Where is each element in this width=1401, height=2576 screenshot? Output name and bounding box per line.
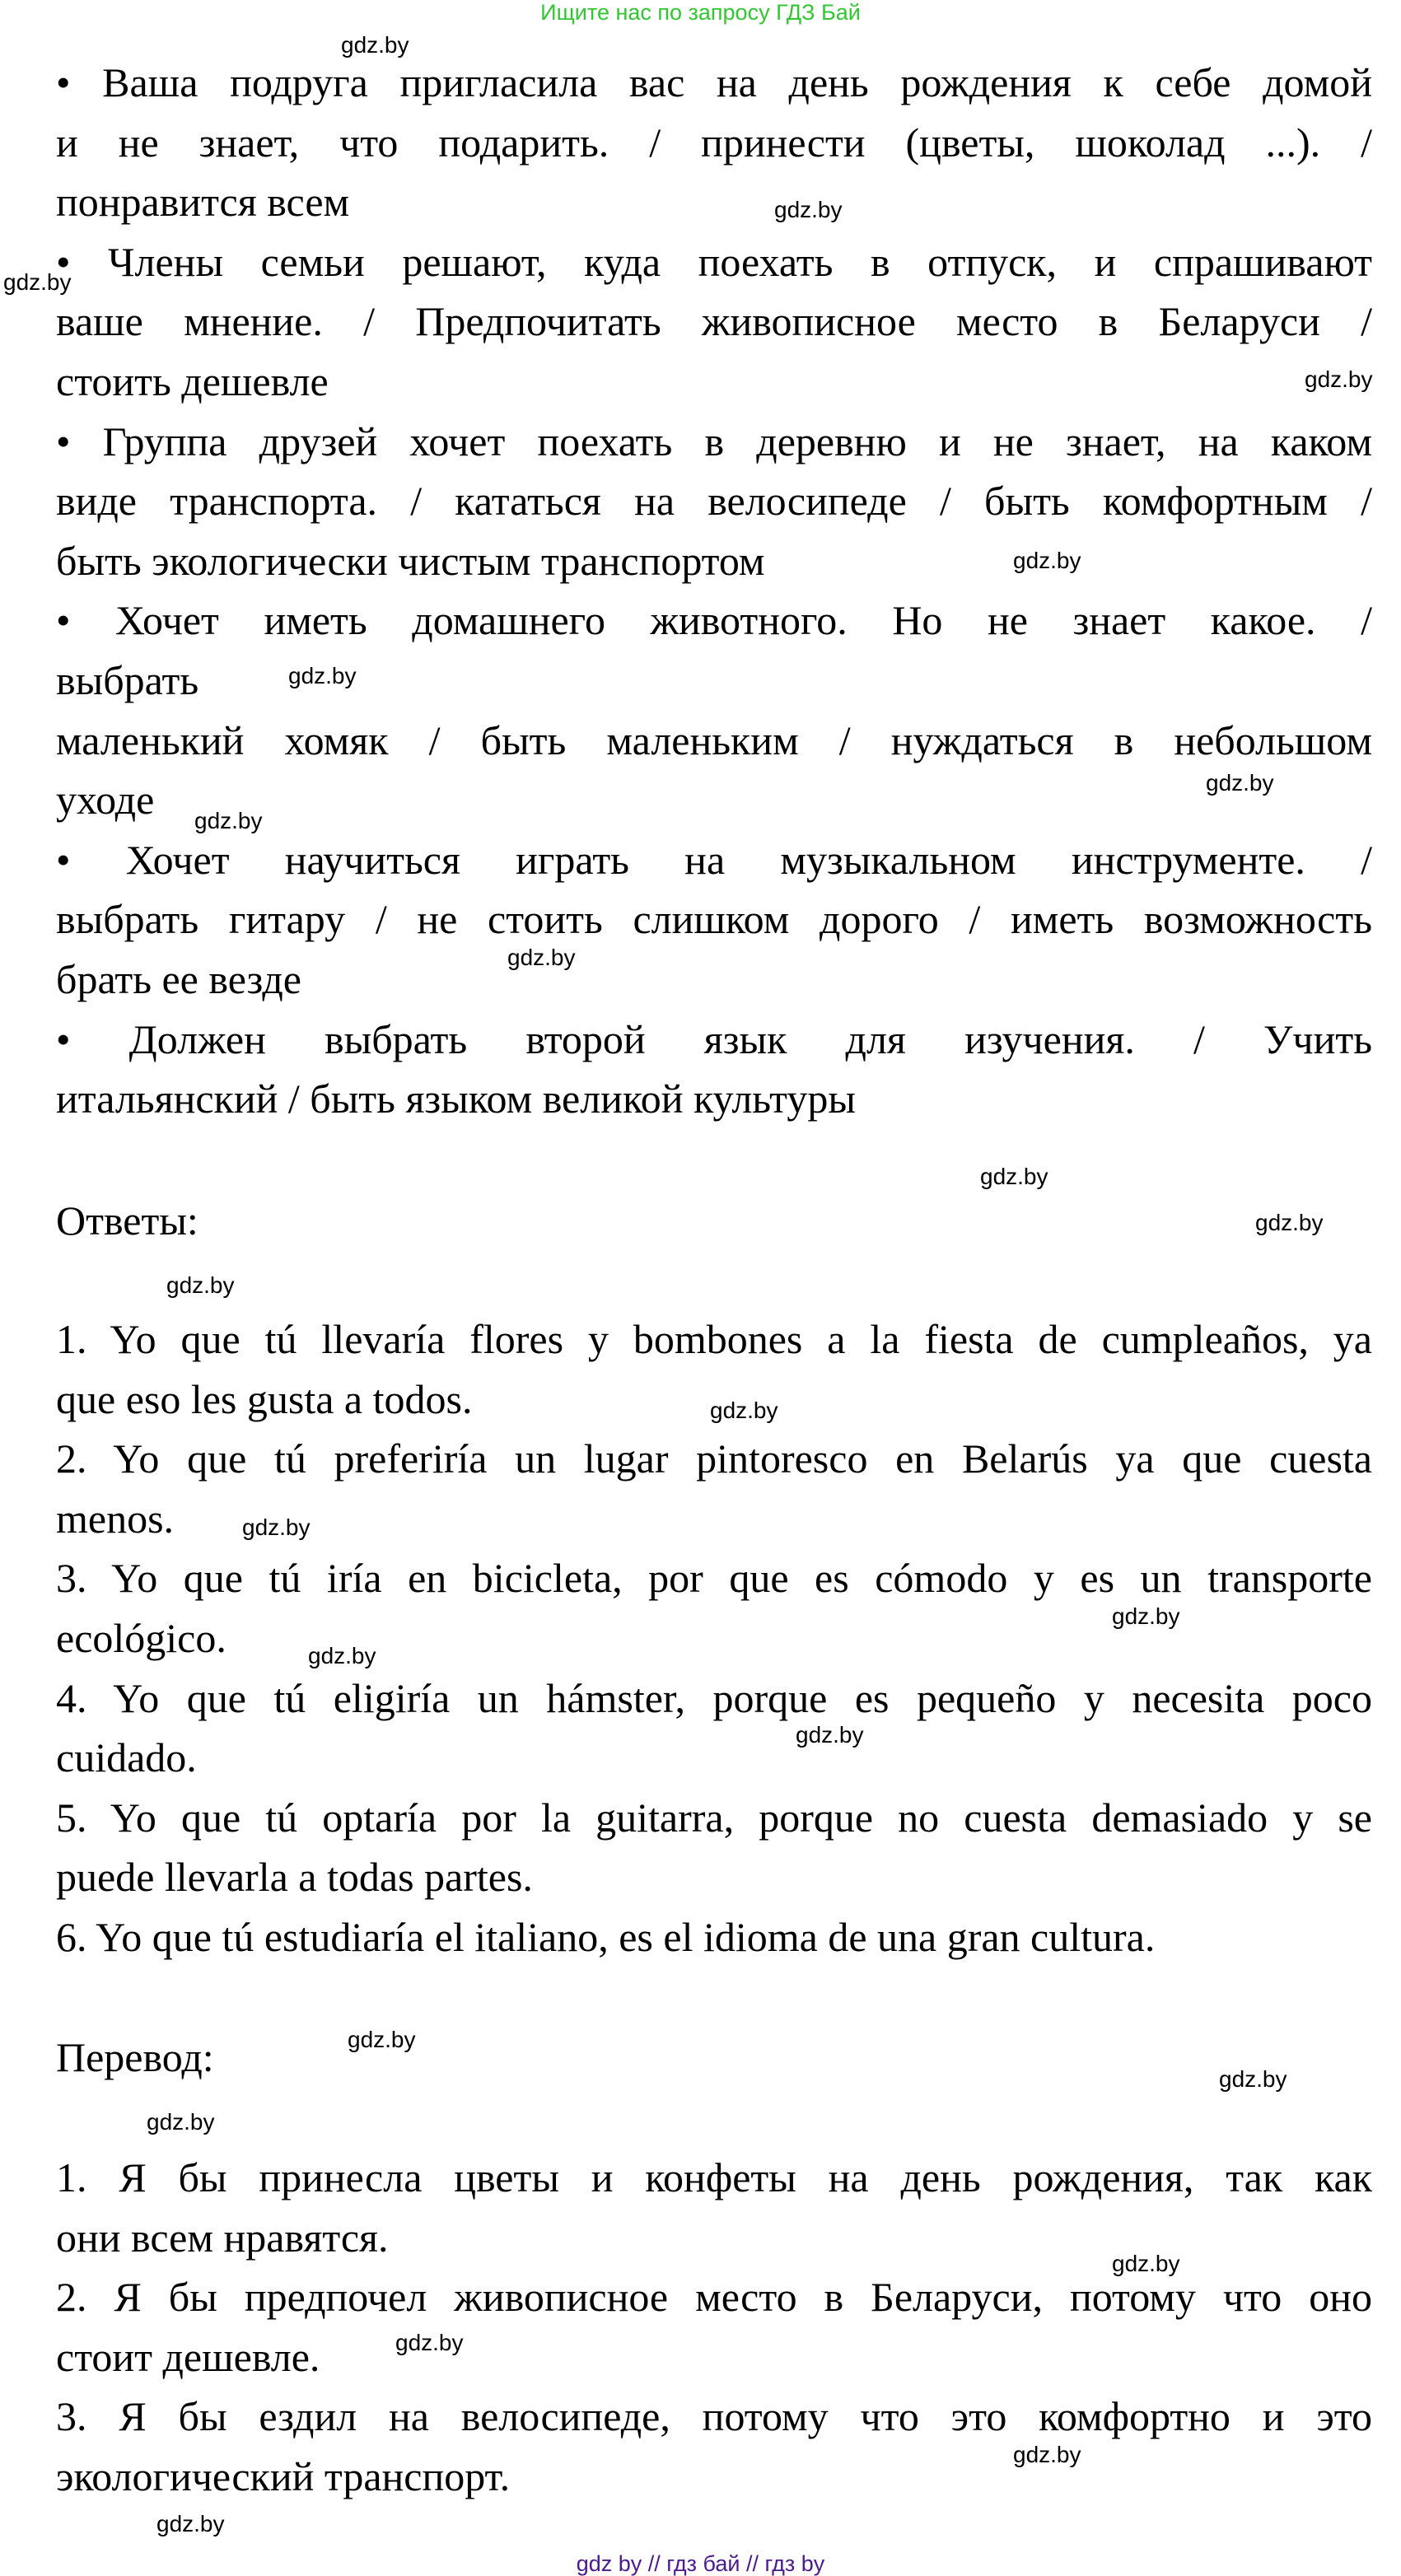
watermark: gdz.by xyxy=(796,1722,864,1748)
text-line: 3. Yo que tú iría en bicicleta, por que es cómodo y es un transporte xyxy=(56,1555,1372,1602)
text-line: итальянский / быть языком великой культуры xyxy=(56,1076,856,1122)
text-line: стоить дешевле xyxy=(56,357,329,404)
text-line: 6. Yo que tú estudiaría el italiano, es el idioma de una gran cultura. xyxy=(56,1913,1156,1960)
text-line: • Хочет иметь домашнего животного. Но не знает какое. / xyxy=(56,597,1372,644)
text-line: они всем нравятся. xyxy=(56,2214,389,2261)
watermark: gdz.by xyxy=(1013,548,1081,573)
text-line: • Должен выбрать второй язык для изучения. / Учить xyxy=(56,1015,1372,1062)
translation-list xyxy=(56,2148,1372,2507)
text-line: маленький хомяк / быть маленьким / нуждаться в небольшом xyxy=(56,716,1372,763)
text-line: 3. Я бы ездил на велосипеде, потому что это комфортно и это xyxy=(56,2393,1372,2440)
watermark: gdz.by xyxy=(1013,2442,1081,2467)
watermark: gdz.by xyxy=(1112,1603,1180,1629)
text-line: menos. xyxy=(56,1495,175,1542)
text-line: • Хочет научиться играть на музыкальном инструменте. / xyxy=(56,836,1372,883)
watermark: gdz.by xyxy=(348,2027,416,2052)
text-line: ecológico. xyxy=(56,1614,226,1661)
text-line: 2. Yo que tú preferiría un lugar pintoresco en Belarús ya que cuesta xyxy=(56,1435,1372,1482)
text-line: • Члены семьи решают, куда поехать в отпуск, и спрашивают xyxy=(56,238,1372,285)
search-banner: Ищите нас по запросу ГДЗ Бай xyxy=(540,0,861,25)
text-line: ваше мнение. / Предпочитать живописное место в Беларуси / xyxy=(56,298,1372,345)
text-line: 1. Я бы принесла цветы и конфеты на день рождения, так как xyxy=(56,2154,1372,2200)
text-line: 5. Yo que tú optaría por la guitarra, porque no cuesta demasiado y se xyxy=(56,1794,1372,1841)
watermark: gdz.by xyxy=(1255,1210,1324,1235)
watermark: gdz.by xyxy=(166,1272,235,1298)
text-line: уходе xyxy=(56,777,155,824)
footer-watermark: gdz by // гдз бай // гдз by xyxy=(576,2551,825,2576)
task-list xyxy=(56,53,1372,1129)
text-line: и не знает, что подарить. / принести (цветы, шоколад ...). / xyxy=(56,119,1372,166)
text-line: 1. Yo que tú llevaría flores y bombones a la fiesta de cumpleaños, ya xyxy=(56,1316,1372,1362)
text-line: экологический транспорт. xyxy=(56,2452,511,2499)
watermark: gdz.by xyxy=(288,663,357,688)
text-line: быть экологически чистым транспортом xyxy=(56,537,765,584)
text-line: выбрать гитару / не стоить слишком дорого / иметь возможность xyxy=(56,896,1372,943)
watermark: gdz.by xyxy=(774,197,843,222)
watermark: gdz.by xyxy=(1219,2066,1287,2092)
watermark: gdz.by xyxy=(1112,2251,1180,2276)
watermark: gdz.by xyxy=(308,1643,376,1668)
watermark: gdz.by xyxy=(147,2109,215,2135)
watermark: gdz.by xyxy=(1206,770,1274,796)
text-line: • Группа друзей хочет поехать в деревню и не знает, на каком xyxy=(56,418,1372,464)
text-line: cuidado. xyxy=(56,1734,197,1781)
text-line: 4. Yo que tú eligiría un hámster, porque es pequeño y necesita poco xyxy=(56,1674,1372,1721)
text-line: брать ее везде xyxy=(56,955,301,1002)
watermark: gdz.by xyxy=(1305,366,1373,392)
answers-heading: Ответы: xyxy=(56,1197,198,1244)
watermark: gdz.by xyxy=(980,1164,1048,1189)
text-line: понравится всем xyxy=(56,179,350,226)
text-line: стоит дешевле. xyxy=(56,2333,320,2380)
watermark: gdz.by xyxy=(341,32,409,58)
watermark: gdz.by xyxy=(507,945,576,970)
text-line: выбрать xyxy=(56,656,199,703)
translation-heading: Перевод: xyxy=(56,2034,214,2080)
watermark: gdz.by xyxy=(710,1398,778,1423)
text-line: виде транспорта. / кататься на велосипеде / быть комфортным / xyxy=(56,478,1372,525)
watermark: gdz.by xyxy=(194,808,263,833)
watermark: gdz.by xyxy=(3,269,72,295)
watermark: gdz.by xyxy=(242,1514,311,1540)
text-line: 2. Я бы предпочел живописное место в Беларуси, потому что оно xyxy=(56,2274,1372,2321)
text-line: que eso les gusta a todos. xyxy=(56,1375,473,1422)
text-line: • Ваша подруга пригласила вас на день рождения к себе домой xyxy=(56,59,1372,105)
watermark: gdz.by xyxy=(156,2511,225,2536)
text-line: puede llevarla a todas partes. xyxy=(56,1854,533,1901)
watermark: gdz.by xyxy=(395,2330,464,2355)
